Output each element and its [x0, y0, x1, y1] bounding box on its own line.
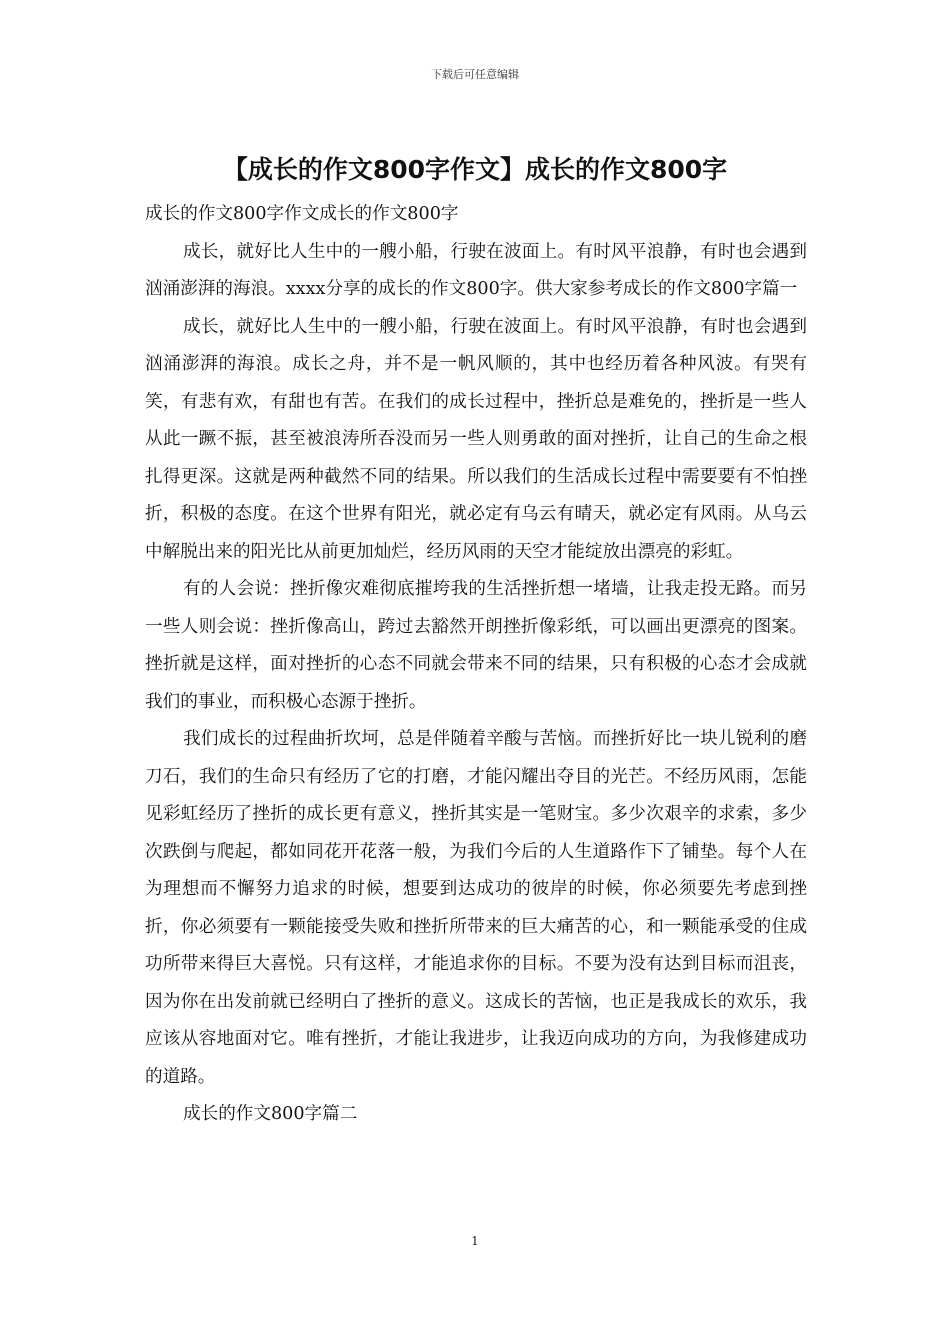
paragraph-subtitle: 成长的作文800字作文成长的作文800字: [145, 204, 459, 224]
page-number: 1: [471, 1234, 479, 1248]
document-title: 【成长的作文800字作文】成长的作文800字: [222, 155, 728, 184]
header-note: 下载后可任意编辑: [431, 68, 519, 81]
paragraph: 有的人会说：挫折像灾难彻底摧垮我的生活挫折想一堵墙，让我走投无路。而另一些人则会说：挫折像高山，跨过去豁然开朗挫折像彩纸，可以画出更漂亮的图案。挫折就是这样，面对挫折的心态不同就会带来不同的结果，只有积极的心态才会成就我们的事业，而积极心态源于挫折。: [145, 579, 807, 712]
paragraph-intro: 成长，就好比人生中的一艘小船，行驶在波面上。有时风平浪静，有时也会遇到汹涌澎湃的海浪。xxxx分享的成长的作文800字。供大家参考成长的作文800字篇一: [145, 241, 807, 299]
section-heading: 成长的作文800字篇二: [183, 1104, 358, 1124]
paragraph: 成长，就好比人生中的一艘小船，行驶在波面上。有时风平浪静，有时也会遇到汹涌澎湃的海浪。成长之舟，并不是一帆风顺的，其中也经历着各种风波。有哭有笑，有悲有欢，有甜也有苦。在我们的成长过程中，挫折总是难免的，挫折是一些人从此一蹶不振，甚至被浪涛所吞没而另一些人则勇敢的面对挫折，让自己的生命之根扎得更深。这就是两种截然不同的结果。所以我们的生活成长过程中需要要有不怕挫折，积极的态度。在这个世界有阳光，就必定有乌云有晴天，就必定有风雨。从乌云中解脱出来的阳光比从前更加灿烂，经历风雨的天空才能绽放出漂亮的彩虹。: [145, 316, 807, 562]
document-body: [145, 196, 807, 1134]
paragraph: 我们成长的过程曲折坎坷，总是伴随着辛酸与苦恼。而挫折好比一块儿锐利的磨刀石，我们的生命只有经历了它的打磨，才能闪耀出夺目的光芒。不经历风雨，怎能见彩虹经历了挫折的成长更有意义，挫折其实是一笔财宝。多少次艰辛的求索，多少次跌倒与爬起，都如同花开花落一般，为我们今后的人生道路作下了铺垫。每个人在为理想而不懈努力追求的时候，想要到达成功的彼岸的时候，你必须要先考虑到挫折，你必须要有一颗能接受失败和挫折所带来的巨大痛苦的心，和一颗能承受的住成功所带来得巨大喜悦。只有这样，才能追求你的目标。不要为没有达到目标而沮丧，因为你在出发前就已经明白了挫折的意义。这成长的苦恼，也正是我成长的欢乐，我应该从容地面对它。唯有挫折，才能让我进步，让我迈向成功的方向，为我修建成功的道路。: [145, 729, 807, 1087]
